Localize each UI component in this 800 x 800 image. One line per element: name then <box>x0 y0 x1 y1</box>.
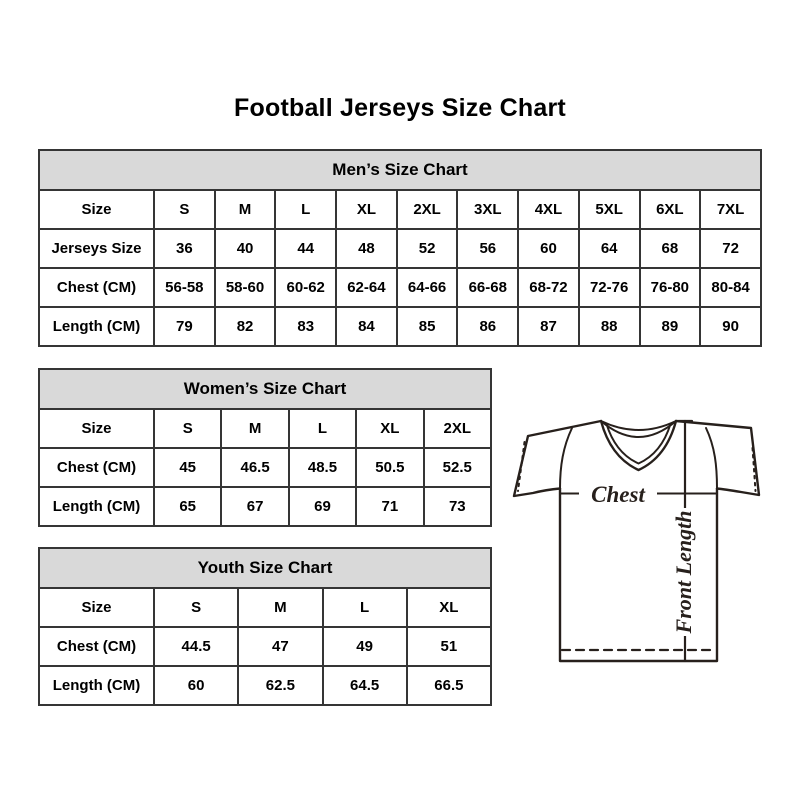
size-cell: 5XL <box>579 190 640 229</box>
value-cell: 60-62 <box>275 268 336 307</box>
table-header-row <box>39 369 491 409</box>
table-row <box>39 409 491 448</box>
table-row <box>39 229 761 268</box>
table-header-row <box>39 548 491 588</box>
table-row <box>39 307 761 346</box>
value-cell: 44.5 <box>154 627 238 666</box>
size-cell: XL <box>407 588 491 627</box>
row-label-cell: Length (CM) <box>39 487 154 526</box>
value-cell: 76-80 <box>640 268 701 307</box>
row-label-cell: Chest (CM) <box>39 627 154 666</box>
value-cell: 72-76 <box>579 268 640 307</box>
row-label-cell: Jerseys Size <box>39 229 154 268</box>
value-cell: 68-72 <box>518 268 579 307</box>
size-cell: L <box>289 409 356 448</box>
table-row <box>39 487 491 526</box>
value-cell: 46.5 <box>221 448 288 487</box>
value-cell: 36 <box>154 229 215 268</box>
size-cell: 7XL <box>700 190 761 229</box>
size-cell: L <box>275 190 336 229</box>
size-cell: M <box>215 190 276 229</box>
value-cell: 90 <box>700 307 761 346</box>
jersey-outline-icon <box>514 421 759 661</box>
value-cell: 52 <box>397 229 458 268</box>
size-cell: 6XL <box>640 190 701 229</box>
value-cell: 89 <box>640 307 701 346</box>
front-length-measure-label: Front Length <box>671 510 696 634</box>
value-cell: 71 <box>356 487 423 526</box>
size-cell: 4XL <box>518 190 579 229</box>
value-cell: 66.5 <box>407 666 491 705</box>
size-cell: 2XL <box>397 190 458 229</box>
value-cell: 73 <box>424 487 491 526</box>
value-cell: 45 <box>154 448 221 487</box>
row-label-cell: Length (CM) <box>39 666 154 705</box>
size-cell: XL <box>336 190 397 229</box>
table-row <box>39 666 491 705</box>
table-row <box>39 588 491 627</box>
mens-table-title: Men’s Size Chart <box>39 150 761 190</box>
row-label-cell: Size <box>39 409 154 448</box>
value-cell: 82 <box>215 307 276 346</box>
table-header-row <box>39 150 761 190</box>
row-label-cell: Chest (CM) <box>39 448 154 487</box>
row-label-cell: Size <box>39 588 154 627</box>
value-cell: 62-64 <box>336 268 397 307</box>
value-cell: 52.5 <box>424 448 491 487</box>
value-cell: 56-58 <box>154 268 215 307</box>
value-cell: 72 <box>700 229 761 268</box>
size-cell: S <box>154 588 238 627</box>
youth-table-title: Youth Size Chart <box>39 548 491 588</box>
table-row <box>39 190 761 229</box>
size-cell: M <box>238 588 322 627</box>
value-cell: 49 <box>323 627 407 666</box>
row-label-cell: Size <box>39 190 154 229</box>
value-cell: 48.5 <box>289 448 356 487</box>
value-cell: 83 <box>275 307 336 346</box>
mens-size-table <box>38 149 762 347</box>
value-cell: 86 <box>457 307 518 346</box>
size-cell: S <box>154 190 215 229</box>
value-cell: 66-68 <box>457 268 518 307</box>
value-cell: 79 <box>154 307 215 346</box>
value-cell: 88 <box>579 307 640 346</box>
value-cell: 62.5 <box>238 666 322 705</box>
value-cell: 69 <box>289 487 356 526</box>
size-cell: 2XL <box>424 409 491 448</box>
jersey-measurement-diagram <box>502 400 768 692</box>
size-cell: S <box>154 409 221 448</box>
value-cell: 65 <box>154 487 221 526</box>
value-cell: 85 <box>397 307 458 346</box>
value-cell: 60 <box>518 229 579 268</box>
value-cell: 67 <box>221 487 288 526</box>
value-cell: 58-60 <box>215 268 276 307</box>
value-cell: 47 <box>238 627 322 666</box>
value-cell: 60 <box>154 666 238 705</box>
value-cell: 68 <box>640 229 701 268</box>
value-cell: 40 <box>215 229 276 268</box>
value-cell: 51 <box>407 627 491 666</box>
table-row <box>39 627 491 666</box>
size-cell: XL <box>356 409 423 448</box>
value-cell: 84 <box>336 307 397 346</box>
table-row <box>39 268 761 307</box>
womens-table-title: Women’s Size Chart <box>39 369 491 409</box>
row-label-cell: Length (CM) <box>39 307 154 346</box>
size-cell: M <box>221 409 288 448</box>
womens-size-table <box>38 368 492 527</box>
value-cell: 48 <box>336 229 397 268</box>
row-label-cell: Chest (CM) <box>39 268 154 307</box>
value-cell: 44 <box>275 229 336 268</box>
value-cell: 64-66 <box>397 268 458 307</box>
chest-measure-label: Chest <box>591 482 645 507</box>
value-cell: 87 <box>518 307 579 346</box>
size-cell: 3XL <box>457 190 518 229</box>
value-cell: 80-84 <box>700 268 761 307</box>
value-cell: 64 <box>579 229 640 268</box>
value-cell: 64.5 <box>323 666 407 705</box>
size-cell: L <box>323 588 407 627</box>
value-cell: 56 <box>457 229 518 268</box>
page-title: Football Jerseys Size Chart <box>234 94 566 122</box>
youth-size-table <box>38 547 492 706</box>
value-cell: 50.5 <box>356 448 423 487</box>
table-row <box>39 448 491 487</box>
